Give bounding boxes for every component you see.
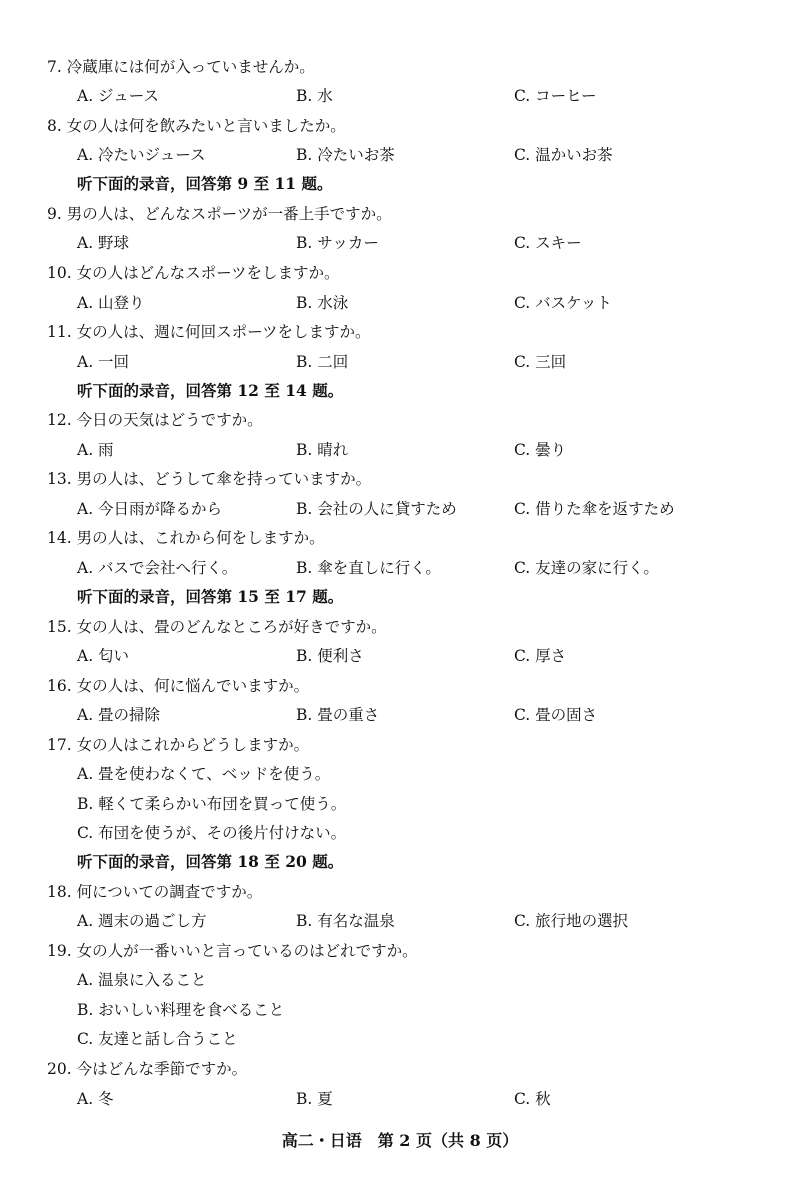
options-15 (0, 645, 800, 667)
options-16 (0, 704, 800, 726)
question-11 (0, 321, 800, 343)
option-b: B. 便利さ (296, 647, 364, 665)
option-c: C. スキー (514, 234, 582, 252)
option-a: A. ジュース (77, 87, 159, 105)
option-b: B. 二回 (296, 353, 349, 371)
option-b: B. 有名な温泉 (296, 912, 395, 930)
instruction-text: 听下面的录音，回答第 15 至 17 题。 (77, 587, 344, 606)
question-17 (0, 734, 800, 756)
option-a: A. 畳の掃除 (77, 706, 161, 724)
option-a: A. 冬 (77, 1090, 114, 1108)
option-a: A. 山登り (77, 294, 145, 312)
question-text: 18. 何についての調査ですか。 (47, 883, 263, 901)
option-17c (0, 822, 800, 844)
option-a: A. 畳を使わなくて、ベッドを使う。 (77, 765, 331, 783)
option-a: A. 一回 (77, 353, 130, 371)
question-14 (0, 527, 800, 549)
option-b: B. 畳の重さ (296, 706, 380, 724)
options-8 (0, 144, 800, 166)
question-text: 8. 女の人は何を飲みたいと言いましたか。 (47, 117, 346, 135)
option-c: C. 温かいお茶 (514, 146, 613, 164)
question-text: 10. 女の人はどんなスポーツをしますか。 (47, 264, 340, 282)
question-text: 19. 女の人が一番いいと言っているのはどれですか。 (47, 942, 418, 960)
options-7 (0, 85, 800, 107)
option-b: B. サッカー (296, 234, 379, 252)
question-text: 7. 冷蔵庫には何が入っていませんか。 (47, 58, 315, 76)
option-b: B. おいしい料理を食べること (77, 1001, 285, 1019)
question-19 (0, 940, 800, 962)
question-text: 16. 女の人は、何に悩んでいますか。 (47, 677, 310, 695)
question-20 (0, 1058, 800, 1080)
question-7 (0, 56, 800, 78)
question-text: 11. 女の人は、週に何回スポーツをしますか。 (47, 323, 371, 341)
option-17a (0, 763, 800, 785)
option-a: A. 今日雨が降るから (77, 500, 223, 518)
option-a: A. 温泉に入ること (77, 971, 207, 989)
option-a: A. 週末の過ごし方 (77, 912, 207, 930)
option-c: C. 友達の家に行く。 (514, 559, 659, 577)
option-a: A. 雨 (77, 441, 114, 459)
question-text: 17. 女の人はこれからどうしますか。 (47, 736, 310, 754)
instruction-18-20 (0, 851, 800, 873)
question-9 (0, 203, 800, 225)
option-c: C. 借りた傘を返すため (514, 500, 675, 518)
question-15 (0, 616, 800, 638)
option-b: B. 水 (296, 87, 333, 105)
option-a: A. 野球 (77, 234, 130, 252)
option-c: C. バスケット (514, 294, 612, 312)
question-text: 14. 男の人は、これから何をしますか。 (47, 529, 325, 547)
question-16 (0, 675, 800, 697)
question-18 (0, 881, 800, 903)
question-10 (0, 262, 800, 284)
page-footer: 高二・日语 第 2 页（共 8 页） (281, 1131, 519, 1150)
instruction-text: 听下面的录音，回答第 18 至 20 题。 (77, 852, 344, 871)
option-b: B. 冷たいお茶 (296, 146, 395, 164)
instruction-text: 听下面的录音，回答第 9 至 11 题。 (77, 174, 333, 193)
option-a: A. 冷たいジュース (77, 146, 206, 164)
option-b: B. 傘を直しに行く。 (296, 559, 441, 577)
options-9 (0, 232, 800, 254)
instruction-12-14 (0, 380, 800, 402)
option-b: B. 水泳 (296, 294, 349, 312)
option-c: C. コーヒー (514, 87, 597, 105)
option-c: C. 三回 (514, 353, 567, 371)
options-13 (0, 498, 800, 520)
options-12 (0, 439, 800, 461)
instruction-text: 听下面的录音，回答第 12 至 14 题。 (77, 381, 344, 400)
question-13 (0, 468, 800, 490)
options-18 (0, 910, 800, 932)
option-b: B. 会社の人に貸すため (296, 500, 457, 518)
question-text: 20. 今はどんな季節ですか。 (47, 1060, 248, 1078)
option-a: A. バスで会社へ行く。 (77, 559, 238, 577)
question-text: 12. 今日の天気はどうですか。 (47, 411, 263, 429)
options-14 (0, 557, 800, 579)
options-11 (0, 351, 800, 373)
option-19a (0, 969, 800, 991)
option-b: B. 夏 (296, 1090, 333, 1108)
question-text: 9. 男の人は、どんなスポーツが一番上手ですか。 (47, 205, 392, 223)
option-c: C. 友達と話し合うこと (77, 1030, 238, 1048)
question-12 (0, 409, 800, 431)
question-text: 15. 女の人は、畳のどんなところが好きですか。 (47, 618, 387, 636)
option-a: A. 匂い (77, 647, 130, 665)
instruction-15-17 (0, 586, 800, 608)
options-10 (0, 292, 800, 314)
option-c: C. 秋 (514, 1090, 551, 1108)
option-17b (0, 793, 800, 815)
option-c: C. 布団を使うが、その後片付けない。 (77, 824, 347, 842)
instruction-9-11 (0, 173, 800, 195)
option-c: C. 曇り (514, 441, 567, 459)
options-20 (0, 1088, 800, 1110)
question-text: 13. 男の人は、どうして傘を持っていますか。 (47, 470, 372, 488)
option-b: B. 軽くて柔らかい布団を買って使う。 (77, 795, 347, 813)
option-c: C. 厚さ (514, 647, 567, 665)
option-c: C. 畳の固さ (514, 706, 598, 724)
option-19c (0, 1028, 800, 1050)
question-8 (0, 115, 800, 137)
option-c: C. 旅行地の選択 (514, 912, 629, 930)
option-19b (0, 999, 800, 1021)
option-b: B. 晴れ (296, 441, 349, 459)
